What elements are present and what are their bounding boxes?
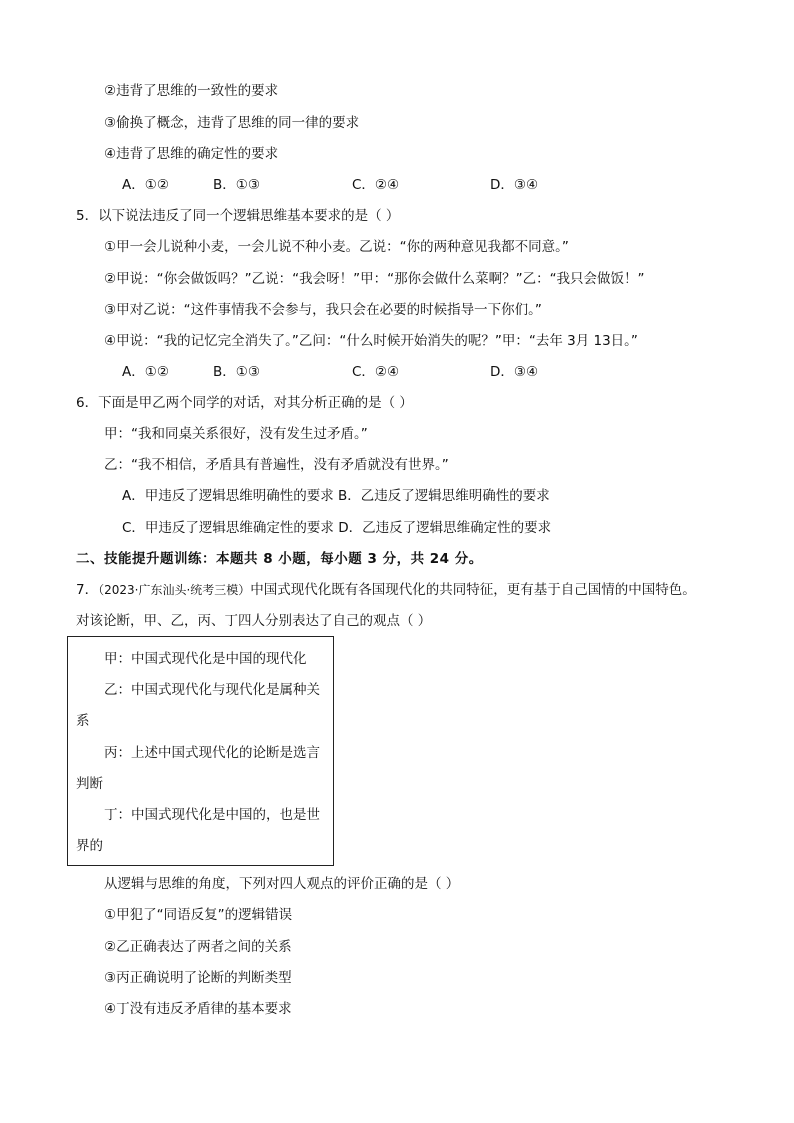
q5-option-a: A．①② <box>122 364 169 380</box>
q6-dialog-jia: 甲：“我和同桌关系很好，没有发生过矛盾。” <box>104 426 368 442</box>
q7-stem-line-1 <box>76 580 696 600</box>
q7-box-line-yi: 乙：中国式现代化与现代化是属种关 <box>104 682 320 698</box>
q7-box-line-ding-cont: 界的 <box>76 838 103 854</box>
q7-box-line-ding: 丁：中国式现代化是中国的，也是世 <box>104 807 320 823</box>
q7-item-2: ②乙正确表达了两者之间的关系 <box>104 939 292 955</box>
q5-option-d: D．③④ <box>490 364 539 380</box>
q5-item-3: ③甲对乙说：“这件事情我不会参与，我只会在必要的时候指导一下你们。” <box>104 302 542 318</box>
q4-option-c: C．②④ <box>352 177 400 193</box>
q4-option-a: A．①② <box>122 177 169 193</box>
q7-viewpoints-box <box>67 636 334 866</box>
q6-options-row-2: C．甲违反了逻辑思维确定性的要求 D．乙违反了逻辑思维确定性的要求 <box>122 520 552 536</box>
q7-box-line-yi-cont: 系 <box>76 713 90 729</box>
q7-prompt: 从逻辑与思维的角度，下列对四人观点的评价正确的是（ ） <box>104 876 460 892</box>
q5-item-2: ②甲说：“你会做饭吗？”乙说：“我会呀！”甲：“那你会做什么菜啊？”乙：“我只会做饭！” <box>104 271 645 287</box>
q7-item-3: ③丙正确说明了论断的判断类型 <box>104 970 292 986</box>
q5-option-c: C．②④ <box>352 364 400 380</box>
q5-item-1: ①甲一会儿说种小麦，一会儿说不种小麦。乙说：“你的两种意见我都不同意。” <box>104 239 569 255</box>
q7-box-line-jia: 甲：中国式现代化是中国的现代化 <box>104 651 307 667</box>
q5-option-b: B．①③ <box>213 364 260 380</box>
q7-number: 7． <box>76 582 99 598</box>
q7-item-1: ①甲犯了“同语反复”的逻辑错误 <box>104 907 293 923</box>
section-heading: 二、技能提升题训练：本题共 8 小题，每小题 3 分，共 24 分。 <box>76 551 483 567</box>
q7-stem-line-2: 对该论断，甲、乙，丙、丁四人分别表达了自己的观点（ ） <box>76 613 432 629</box>
q7-source: （2023·广东汕头·统考三模） <box>98 583 251 597</box>
q7-stem-text: 中国式现代化既有各国现代化的共同特征，更有基于自己国情的中国特色。 <box>250 582 696 598</box>
q4-item-4: ④违背了思维的确定性的要求 <box>104 146 279 162</box>
q7-box-line-bing-cont: 判断 <box>76 776 103 792</box>
q6-stem: 6．下面是甲乙两个同学的对话，对其分析正确的是（ ） <box>76 395 413 411</box>
q4-item-2: ②违背了思维的一致性的要求 <box>104 83 279 99</box>
q4-option-b: B．①③ <box>213 177 260 193</box>
q7-item-4: ④丁没有违反矛盾律的基本要求 <box>104 1001 292 1017</box>
q7-box-line-bing: 丙：上述中国式现代化的论断是选言 <box>104 745 320 761</box>
q6-dialog-yi: 乙：“我不相信，矛盾具有普遍性，没有矛盾就没有世界。” <box>104 457 449 473</box>
q4-item-3: ③偷换了概念，违背了思维的同一律的要求 <box>104 115 360 131</box>
q5-stem: 5．以下说法违反了同一个逻辑思维基本要求的是（ ） <box>76 208 400 224</box>
q4-option-d: D．③④ <box>490 177 539 193</box>
q5-item-4: ④甲说：“我的记忆完全消失了。”乙问：“什么时候开始消失的呢？”甲：“去年 3月 13日。” <box>104 333 638 349</box>
q6-options-row-1: A．甲违反了逻辑思维明确性的要求 B．乙违反了逻辑思维明确性的要求 <box>122 488 550 504</box>
